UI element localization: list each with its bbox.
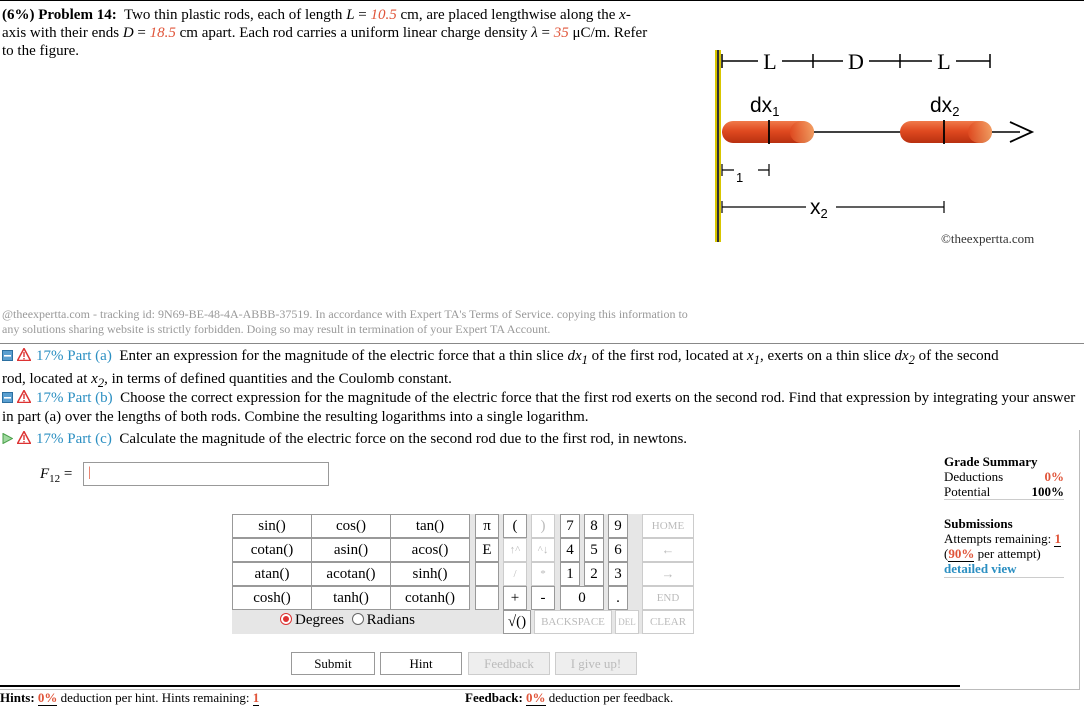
label-x1: 1 xyxy=(736,170,744,185)
pi-key[interactable]: π xyxy=(475,514,499,538)
part-a-text-1: Enter an expression for the magnitude of the electric force that a thin slice xyxy=(119,348,564,364)
part-a-x1: $x_1$ xyxy=(747,348,760,367)
right-arrow-key[interactable]: → xyxy=(642,562,694,586)
sqrt-key[interactable]: √() xyxy=(503,610,531,634)
problem-text-5: μC/m. Refer xyxy=(572,25,648,41)
problem-text-1: Two thin plastic rods, each of length xyxy=(123,7,343,23)
answer-label: $F_{12}$ = xyxy=(40,466,73,485)
problem-text-2: cm, are placed lengthwise along the xyxy=(400,7,616,23)
per-attempt-text: per attempt) xyxy=(977,546,1041,561)
deductions-value: 0% xyxy=(1044,469,1064,484)
acotan-button[interactable]: acotan() xyxy=(311,562,391,586)
blank-key xyxy=(475,586,499,610)
collapse-icon[interactable] xyxy=(2,392,13,403)
potential-value: 100% xyxy=(1031,484,1064,499)
key-9[interactable]: 9 xyxy=(608,514,628,538)
calculator xyxy=(232,514,694,634)
feedback-label: Feedback: xyxy=(465,690,523,705)
label-dx1: dx1 xyxy=(750,94,780,119)
label-x2: x2 xyxy=(810,196,828,221)
rods-figure xyxy=(700,40,1084,255)
feedback-text: deduction per feedback. xyxy=(548,690,674,705)
part-b-percent: 17% xyxy=(36,390,64,406)
end-key[interactable]: END xyxy=(642,586,694,610)
feedback-bar xyxy=(465,685,960,725)
hints-pct: 0% xyxy=(37,690,58,705)
label-L1: L xyxy=(763,49,777,74)
key-7[interactable]: 7 xyxy=(560,514,580,538)
key-3[interactable]: 3 xyxy=(608,562,628,586)
home-key[interactable]: HOME xyxy=(642,514,694,538)
lambda-value: 35 xyxy=(553,25,569,41)
part-a[interactable] xyxy=(2,347,1082,393)
part-a-dx1: $dx_1$ xyxy=(567,348,588,367)
e-key[interactable]: E xyxy=(475,538,499,562)
problem-statement: (6%) Problem 14: Two thin plastic rods, each of length L = 10.5 cm, are placed lengthwise along the x- axis with their ends D = 18.5 cm apart. Each rod carries a uniform linear charge density λ = 35 μC/m. Refer to the figure. xyxy=(2,7,648,59)
superscript-key[interactable]: ↑^ xyxy=(503,538,527,562)
degrees-radio[interactable] xyxy=(280,613,292,625)
part-a-percent: 17% xyxy=(36,348,64,364)
tracking-notice: @theexpertta.com - tracking id: 9N69-BE-48-4A-ABBB-37519. In accordance with Expert TA's Terms of Service. copying this information to any solutions sharing website is strictly forbidden. Doing so may result in termination of your Expert TA Account. xyxy=(2,307,688,336)
angle-mode xyxy=(280,612,415,629)
D-symbol: D xyxy=(122,25,134,41)
part-a-text-6: , in terms of defined quantities and the Coulomb constant. xyxy=(104,371,452,387)
L-symbol: L xyxy=(346,7,355,23)
hints-remaining: 1 xyxy=(252,690,260,705)
part-c-name: Part (c) xyxy=(67,431,112,447)
part-a-x2: $x_2$ xyxy=(91,371,105,390)
part-c-percent: 17% xyxy=(36,431,64,447)
acos-button[interactable]: acos() xyxy=(390,538,470,562)
plus-key[interactable]: + xyxy=(503,586,527,610)
cotanh-button[interactable]: cotanh() xyxy=(390,586,470,610)
problem-text-6: to the figure. xyxy=(2,43,80,59)
label-D: D xyxy=(848,49,864,74)
key-0[interactable]: 0 xyxy=(560,586,604,610)
key-6[interactable]: 6 xyxy=(608,538,628,562)
top-rule xyxy=(0,0,1084,1)
problem-weight: (6%) xyxy=(2,7,35,23)
sinh-button[interactable]: sinh() xyxy=(390,562,470,586)
answer-input[interactable]: | xyxy=(83,462,329,486)
backspace-key[interactable]: BACKSPACE xyxy=(534,610,612,634)
hints-text: deduction per hint. Hints remaining: xyxy=(60,690,250,705)
radians-label: Radians xyxy=(366,612,415,628)
separator xyxy=(0,343,1084,344)
part-a-name: Part (a) xyxy=(67,348,112,364)
feedback-button[interactable]: Feedback xyxy=(468,652,550,675)
atan-button[interactable]: atan() xyxy=(232,562,312,586)
tanh-button[interactable]: tanh() xyxy=(311,586,391,610)
label-dx2: dx2 xyxy=(930,94,960,119)
part-b-name: Part (b) xyxy=(67,390,113,406)
minus-key[interactable]: - xyxy=(531,586,555,610)
key-dot[interactable]: . xyxy=(608,586,628,610)
left-arrow-key[interactable]: ← xyxy=(642,538,694,562)
tan-button[interactable]: tan() xyxy=(390,514,470,538)
x-axis-symbol: x- xyxy=(619,7,631,23)
part-a-text-3: , exerts on a thin slice xyxy=(759,348,891,364)
lambda-symbol: λ xyxy=(531,25,538,41)
radians-radio[interactable] xyxy=(352,613,364,625)
key-1[interactable]: 1 xyxy=(560,562,580,586)
part-b-text: Choose the correct expression for the magnitude of the electric force that the first rod exerts on the second rod. Find that expression by integrating your answer in part (a) over the lengths of both rods. Combine the resulting logarithms into a single logarithm. xyxy=(2,390,1076,425)
rparen-key[interactable]: ) xyxy=(531,514,555,538)
part-c-text: Calculate the magnitude of the electric force on the second rod due to the first rod, in newtons. xyxy=(119,431,688,447)
hints-bar xyxy=(0,685,465,725)
grade-summary-title: Grade Summary xyxy=(944,454,1038,469)
key-5[interactable]: 5 xyxy=(584,538,604,562)
deductions-label: Deductions xyxy=(944,469,1004,484)
part-a-dx2: $dx_2$ xyxy=(894,348,915,367)
subscript-key[interactable]: ^↓ xyxy=(531,538,555,562)
part-a-text-4: of the second xyxy=(918,348,999,364)
submissions-title: Submissions xyxy=(944,516,1013,531)
cosh-button[interactable]: cosh() xyxy=(232,586,312,610)
attempts-value: 1 xyxy=(1054,531,1061,546)
degrees-label: Degrees xyxy=(295,612,345,628)
hint-button[interactable]: Hint xyxy=(380,652,462,675)
copyright: ©theexpertta.com xyxy=(941,231,1035,246)
problem-text-4: cm apart. Each rod carries a uniform linear charge density xyxy=(179,25,528,41)
label-L2: L xyxy=(937,49,951,74)
collapse-icon[interactable] xyxy=(2,350,13,361)
key-2[interactable]: 2 xyxy=(584,562,604,586)
problem-number: Problem 14: xyxy=(38,7,117,23)
submissions-panel xyxy=(944,516,1064,578)
lparen-key[interactable]: ( xyxy=(503,514,527,538)
problem-text-3: axis with their ends xyxy=(2,25,120,41)
part-a-text-2: of the first rod, located at xyxy=(591,348,744,364)
delete-key[interactable]: DEL xyxy=(615,610,639,634)
detailed-view-link[interactable]: detailed view xyxy=(944,561,1017,576)
hints-label: Hints: xyxy=(0,690,35,705)
divide-key[interactable]: / xyxy=(503,562,527,586)
feedback-pct: 0% xyxy=(526,690,546,705)
D-value: 18.5 xyxy=(149,25,176,41)
grade-summary xyxy=(944,454,1064,500)
potential-label: Potential xyxy=(944,484,991,499)
blank-key xyxy=(475,562,499,586)
cos-button[interactable]: cos() xyxy=(311,514,391,538)
attempts-label: Attempts remaining: xyxy=(944,531,1052,546)
key-8[interactable]: 8 xyxy=(584,514,604,538)
part-a-text-5: rod, located at xyxy=(2,371,88,387)
per-attempt-pct: 90% xyxy=(948,546,975,561)
key-4[interactable]: 4 xyxy=(560,538,580,562)
multiply-key[interactable]: * xyxy=(531,562,555,586)
sin-button[interactable]: sin() xyxy=(232,514,312,538)
submit-button[interactable]: Submit xyxy=(291,652,375,675)
warning-icon xyxy=(17,348,31,361)
cotan-button[interactable]: cotan() xyxy=(232,538,312,562)
asin-button[interactable]: asin() xyxy=(311,538,391,562)
clear-key[interactable]: CLEAR xyxy=(642,610,694,634)
L-value: 10.5 xyxy=(370,7,397,23)
warning-icon xyxy=(17,390,31,403)
part-b[interactable] xyxy=(2,389,1082,427)
give-up-button[interactable]: I give up! xyxy=(555,652,637,675)
open-paren: ( xyxy=(944,546,949,561)
